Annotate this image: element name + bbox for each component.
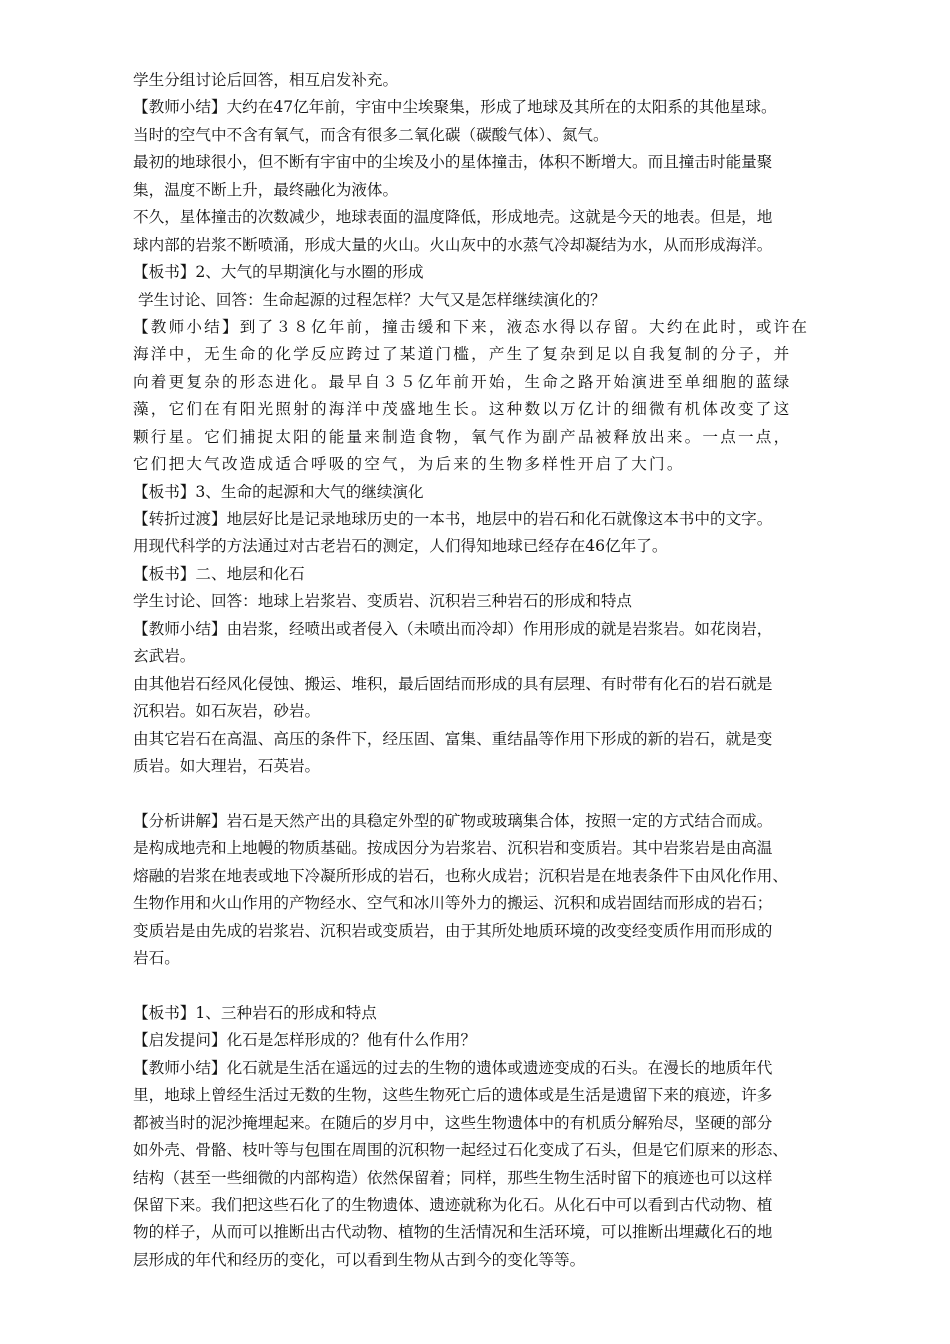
- text-line: 【启发提问】化石是怎样形成的？他有什么作用？: [133, 1031, 477, 1050]
- text-line: 玄武岩。: [133, 647, 196, 666]
- blank-line: [133, 972, 833, 999]
- text-line: 【板书】二、地层和化石: [133, 564, 305, 583]
- text-line: 学生讨论、回答：地球上岩浆岩、变质岩、沉积岩三种岩石的形成和特点: [133, 592, 633, 611]
- text-line: 都被当时的泥沙掩埋起来。在随后的岁月中，这些生物遗体中的有机质分解殆尽，坚硬的部分: [133, 1113, 773, 1132]
- text-line: 藻，它们在有阳光照射的海洋中茂盛地生长。这种数以万亿计的细微有机体改变了这: [133, 400, 792, 419]
- text-line: 【教师小结】由岩浆，经喷出或者侵入（未喷出而冷却）作用形成的就是岩浆岩。如花岗岩，: [133, 619, 773, 638]
- text-line: 学生讨论、回答：生命起源的过程怎样？大气又是怎样继续演化的？: [133, 290, 606, 309]
- text-line: 学生分组讨论后回答，相互启发补充。: [133, 71, 399, 89]
- text-line: 【板书】2、大气的早期演化与水圈的形成: [133, 263, 424, 282]
- text-line: 物的样子，从而可以推断出古代动物、植物的生活情况和生活环境，可以推断出埋藏化石的地: [133, 1223, 773, 1242]
- text-line: 颗行星。它们捕捉太阳的能量来制造食物，氧气作为副产品被释放出来。一点一点，: [133, 427, 792, 446]
- text-line: 它们把大气改造成适合呼吸的空气，为后来的生物多样性开启了大门。: [133, 455, 685, 474]
- text-line: 变质岩是由先成的岩浆岩、沉积岩或变质岩，由于其所处地质环境的改变经变质作用而形成的: [133, 921, 773, 940]
- text-line: 层形成的年代和经历的变化，可以看到生物从古到今的变化等等。: [133, 1250, 586, 1269]
- text-line: 海洋中，无生命的化学反应跨过了某道门槛，产生了复杂到足以自我复制的分子，并: [133, 345, 792, 364]
- text-line: 由其它岩石在高温、高压的条件下，经压固、富集、重结晶等作用下形成的新的岩石，就是变: [133, 729, 773, 748]
- text-line: 【板书】3、生命的起源和大气的继续演化: [133, 482, 424, 501]
- text-line: 当时的空气中不含有氧气，而含有很多二氧化碳（碳酸气体）、氮气。: [133, 125, 609, 144]
- text-line: 用现代科学的方法通过对古老岩石的测定，人们得知地球已经存在46亿年了。: [133, 537, 668, 556]
- text-line: 集，温度不断上升，最终融化为液体。: [133, 180, 399, 199]
- text-line: 里，地球上曾经生活过无数的生物，这些生物死亡后的遗体或是生活是遗留下来的痕迹，许多: [133, 1086, 773, 1105]
- text-line: 【教师小结】到了３８亿年前，撞击缓和下来，液态水得以存留。大约在此时，或许在: [133, 317, 810, 336]
- text-line: 岩石。: [133, 949, 180, 967]
- text-line: 结构（甚至一些细微的内部构造）依然保留着；同样，那些生物生活时留下的痕迹也可以这样: [133, 1168, 773, 1187]
- text-line: 生物作用和火山作用的产物经水、空气和冰川等外力的搬运、沉积和成岩固结而形成的岩石；: [133, 894, 773, 913]
- text-line: 沉积岩。如石灰岩，砂岩。: [133, 702, 321, 721]
- text-line: 【转折过渡】地层好比是记录地球历史的一本书，地层中的岩石和化石就像这本书中的文字。: [133, 510, 773, 528]
- blank-line: [133, 780, 833, 807]
- text-line: 【教师小结】化石就是生活在遥远的过去的生物的遗体或遗迹变成的石头。在漫长的地质年代: [133, 1058, 773, 1077]
- text-line: 向着更复杂的形态进化。最早自３５亿年前开始，生命之路开始演进至单细胞的蓝绿: [133, 372, 792, 391]
- text-line: 质岩。如大理岩，石英岩。: [133, 756, 321, 775]
- text-line: 不久，星体撞击的次数减少，地球表面的温度降低，形成地壳。这就是今天的地表。但是，地: [133, 208, 773, 227]
- text-line: 【教师小结】大约在47亿年前，宇宙中尘埃聚集，形成了地球及其所在的太阳系的其他星球。: [133, 98, 777, 117]
- text-line: 熔融的岩浆在地表或地下冷凝所形成的岩石，也称火成岩；沉积岩是在地表条件下由风化作用、: [133, 866, 788, 885]
- text-line: 【板书】1、三种岩石的形成和特点: [133, 1003, 377, 1022]
- text-line: 球内部的岩浆不断喷涌，形成大量的火山。火山灰中的水蒸气冷却凝结为水，从而形成海洋。: [133, 235, 773, 254]
- text-line: 【分析讲解】岩石是天然产出的具稳定外型的矿物或玻璃集合体，按照一定的方式结合而成。: [133, 811, 773, 830]
- document-page: [133, 67, 833, 1274]
- text-line: 最初的地球很小，但不断有宇宙中的尘埃及小的星体撞击，体积不断增大。而且撞击时能量聚: [133, 153, 773, 172]
- text-line: 如外壳、骨骼、枝叶等与包围在周围的沉积物一起经过石化变成了石头，但是它们原来的形态、: [133, 1141, 788, 1160]
- text-line: 保留下来。我们把这些石化了的生物遗体、遗迹就称为化石。从化石中可以看到古代动物、植: [133, 1195, 773, 1214]
- text-line: 是构成地壳和上地幔的物质基础。按成因分为岩浆岩、沉积岩和变质岩。其中岩浆岩是由高温: [133, 839, 773, 858]
- text-line: 由其他岩石经风化侵蚀、搬运、堆积，最后固结而形成的具有层理、有时带有化石的岩石就是: [133, 674, 773, 693]
